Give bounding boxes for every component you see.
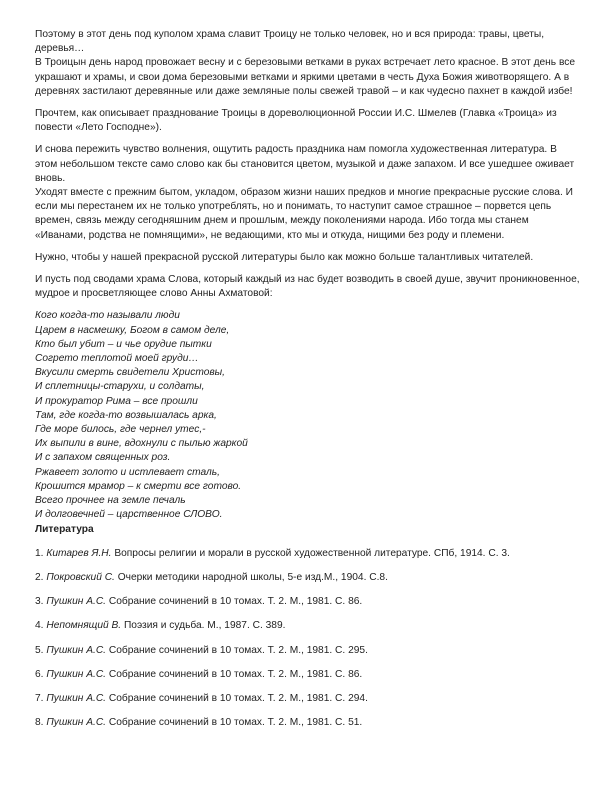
poem-line: Царем в насмешку, Богом в самом деле, [35,324,230,336]
poem-line: Вкусили смерть свидетели Христовы, [35,367,226,379]
poem-line: И прокуратор Рима – все прошли [35,395,198,407]
reference-author: Непомнящий В. [46,620,122,632]
reference-number: 6. [35,668,44,680]
poem-line: Их выпили в вине, вдохнули с пылью жаркой [35,438,248,450]
reference-text: Поэзия и судьба. М., 1987. С. 389. [121,620,286,632]
poem [35,309,580,522]
poem-line: Где море билось, где чернел утес,- [35,424,206,436]
reference-author: Пушкин А.С. [46,692,107,704]
reference-number: 8. [35,717,44,729]
reference-item [35,692,580,706]
paragraph: И пусть под сводами храма Слова, который каждый из нас будет возводить в своей душе, звучит проникновенное, мудрое и просветляющее слово Анны Ахматовой: [35,274,580,300]
reference-number: 4. [35,620,44,632]
reference-number: 2. [35,571,44,583]
paragraph: Нужно, чтобы у нашей прекрасной русской литературы было как можно больше талантливых читателей. [35,251,534,263]
reference-text: Собрание сочинений в 10 томах. Т. 2. М., 1981. С. 86. [106,668,363,680]
poem-line: И сплетницы-старухи, и солдаты, [35,381,205,393]
reference-text: Собрание сочинений в 10 томах. Т. 2. М., 1981. С. 86. [106,596,363,608]
poem-line: Крошится мрамор – к смерти все готово. [35,480,242,492]
paragraph: Прочтем, как описывает празднование Троицы в дореволюционной России И.С. Шмелев (Главка «Троица» из повести «Лето Господне»). [35,108,557,134]
reference-author: Китарев Я.Н. [46,547,112,559]
reference-text: Собрание сочинений в 10 томах. Т. 2. М., 1981. С. 295. [106,644,368,656]
reference-number: 7. [35,692,44,704]
reference-item [35,547,580,561]
reference-item [35,668,580,682]
paragraph: В Троицын день народ провожает весну и с березовыми ветками в руках встречает лето красное. В этот день все украшают и храмы, и свои дома березовыми ветками и яркими цветами в честь Духа Божия животворящего. А в деревнях застилают деревянные или даже земляные полы свежей травой – и как чудесно пахнет в каждой избе! [35,57,575,97]
reference-item [35,571,580,585]
poem-line: Там, где когда-то возвышалась арка, [35,409,217,421]
poem-line: И с запахом священных роз. [35,452,171,464]
paragraph: И снова пережить чувство волнения, ощутить радость праздника нам помогла художественная литература. В этом небольшом тексте само слово как бы становится цветом, музыкой и даже запахом. И все ушедшее оживает вновь. [35,144,575,184]
poem-line: Согрето теплотой моей груди… [35,353,199,365]
reference-text: Вопросы религии и морали в русской художественной литературе. СПб, 1914. С. 3. [111,547,510,559]
poem-line: Ржавеет золото и истлевает сталь, [35,466,220,478]
reference-number: 5. [35,644,44,656]
reference-text: Собрание сочинений в 10 томах. Т. 2. М., 1981. С. 51. [106,717,363,729]
reference-author: Покровский С. [46,571,115,583]
poem-line: Всего прочнее на земле печаль [35,495,186,507]
reference-author: Пушкин А.С. [46,596,107,608]
references-list [35,547,580,731]
reference-number: 1. [35,547,44,559]
reference-number: 3. [35,596,44,608]
reference-item [35,595,580,609]
references-heading: Литература [35,523,94,535]
reference-item [35,716,580,730]
paragraph: Уходят вместе с прежним бытом, укладом, образом жизни наших предков и многие прекрасные русские слова. И если мы перестанем их не только употреблять, но и понимать, то наступит самое страшное – порвется цепь времен, связь между сегодняшним днем и прошлым, между поколениями народа. Ибо тогда мы станем «Иванами, родства не помнящими», не ведающими, кто мы и откуда, нищими без роду и племени. [35,187,573,241]
reference-item [35,619,580,633]
poem-line: Кто был убит – и чье орудие пытки [35,338,212,350]
reference-text: Собрание сочинений в 10 томах. Т. 2. М., 1981. С. 294. [106,692,368,704]
document-page [35,28,580,740]
reference-text: Очерки методики народной школы, 5-е изд.М., 1904. С.8. [114,571,388,583]
reference-author: Пушкин А.С. [46,717,107,729]
reference-author: Пушкин А.С. [46,668,107,680]
poem-line: И долговечней – царственное СЛОВО. [35,509,223,521]
reference-item [35,644,580,658]
poem-line: Кого когда-то называли люди [35,310,180,322]
reference-author: Пушкин А.С. [46,644,107,656]
paragraph: Поэтому в этот день под куполом храма славит Троицу не только человек, но и вся природа: травы, цветы, деревья… [35,29,545,55]
